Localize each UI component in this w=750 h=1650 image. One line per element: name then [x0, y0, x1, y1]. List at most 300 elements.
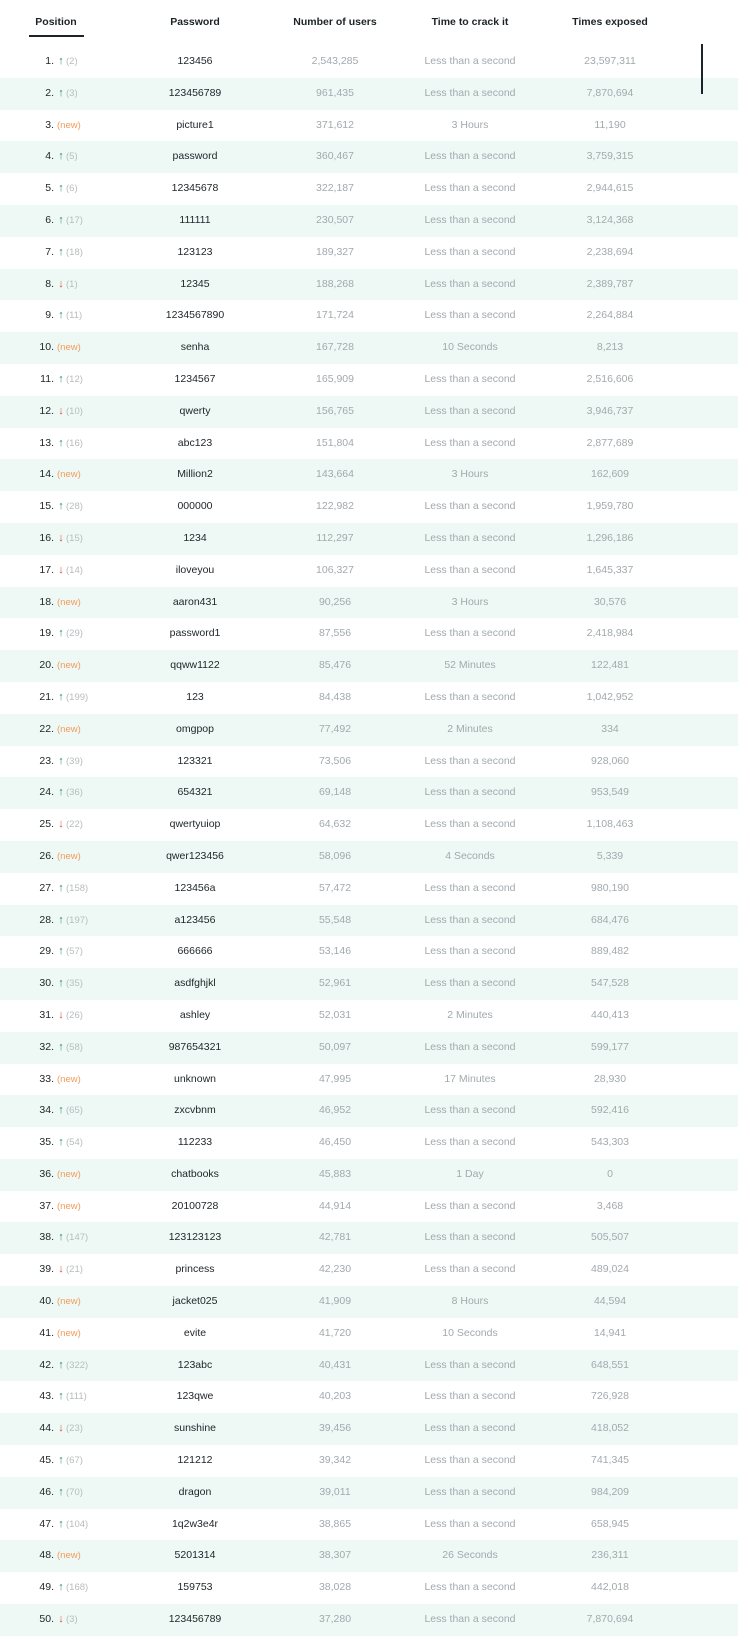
table-row: [0, 78, 738, 110]
time-to-crack-cell: Less than a second: [424, 945, 516, 958]
table-row: [0, 1540, 738, 1572]
arrow-up-icon: ↑: [58, 786, 64, 799]
position-cell: [30, 1000, 130, 1032]
table-row: [0, 841, 738, 873]
arrow-up-icon: ↑: [58, 1454, 64, 1467]
position-cell: [30, 1477, 130, 1509]
table-row: [0, 873, 738, 905]
column-header-time[interactable]: Time to crack it: [431, 16, 509, 28]
table-row: [0, 491, 738, 523]
previous-rank: (111): [66, 1391, 87, 1403]
position-cell: [30, 1572, 130, 1604]
position-cell: [30, 428, 130, 460]
rank-number: 30.: [39, 977, 54, 990]
previous-rank: (65): [66, 1105, 83, 1117]
previous-rank: (322): [66, 1359, 89, 1371]
users-cell: 77,492: [318, 722, 352, 735]
rank-number: 24.: [39, 786, 54, 799]
rank-number: 31.: [39, 1008, 54, 1021]
users-cell: 84,438: [318, 690, 352, 703]
users-cell: 50,097: [318, 1040, 352, 1053]
password-cell: 000000: [177, 500, 213, 513]
arrow-down-icon: ↓: [58, 818, 64, 831]
previous-rank: (35): [66, 978, 83, 990]
new-entry-tag: (new): [57, 469, 81, 481]
position-cell: [30, 936, 130, 968]
password-cell: 123qwe: [176, 1390, 214, 1403]
position-cell: [30, 1381, 130, 1413]
password-cell: 123456789: [168, 86, 222, 99]
times-exposed-cell: 741,345: [591, 1454, 629, 1467]
table-row: [0, 936, 738, 968]
times-exposed-cell: 726,928: [591, 1390, 629, 1403]
previous-rank: (54): [66, 1137, 83, 1149]
previous-rank: (16): [66, 437, 83, 449]
users-cell: 73,506: [318, 754, 352, 767]
position-cell: [30, 682, 130, 714]
arrow-up-icon: ↑: [58, 1485, 64, 1498]
position-cell: [30, 141, 130, 173]
table-row: [0, 587, 738, 619]
previous-rank: (5): [66, 151, 78, 163]
table-row: [0, 364, 738, 396]
password-cell: 654321: [177, 786, 213, 799]
password-cell: 123123123: [168, 1231, 222, 1244]
position-cell: [30, 777, 130, 809]
new-entry-tag: (new): [57, 342, 81, 354]
password-cell: 12345678: [171, 182, 219, 195]
previous-rank: (199): [66, 691, 89, 703]
times-exposed-cell: 543,303: [591, 1136, 629, 1149]
times-exposed-cell: 2,877,689: [586, 436, 634, 449]
rank-number: 34.: [39, 1104, 54, 1117]
arrow-up-icon: ↑: [58, 1581, 64, 1594]
previous-rank: (39): [66, 755, 83, 767]
table-row: [0, 1350, 738, 1382]
users-cell: 57,472: [318, 881, 352, 894]
time-to-crack-cell: 52 Minutes: [444, 659, 496, 672]
table-row: [0, 428, 738, 460]
password-cell: ashley: [179, 1008, 211, 1021]
rank-number: 2.: [45, 86, 54, 99]
times-exposed-cell: 684,476: [591, 913, 629, 926]
rank-number: 13.: [39, 436, 54, 449]
position-cell: [30, 1222, 130, 1254]
previous-rank: (147): [66, 1232, 89, 1244]
time-to-crack-cell: Less than a second: [424, 1358, 516, 1371]
time-to-crack-cell: 10 Seconds: [442, 1326, 498, 1339]
users-cell: 371,612: [316, 118, 354, 131]
position-cell: [30, 173, 130, 205]
users-cell: 46,450: [318, 1136, 352, 1149]
table-row: [0, 1572, 738, 1604]
arrow-up-icon: ↑: [58, 881, 64, 894]
password-cell: Million2: [177, 468, 213, 481]
position-cell: [30, 110, 130, 142]
table-row: [0, 1159, 738, 1191]
users-cell: 167,728: [316, 341, 354, 354]
arrow-down-icon: ↓: [58, 563, 64, 576]
position-cell: [30, 968, 130, 1000]
arrow-up-icon: ↑: [58, 1136, 64, 1149]
arrow-down-icon: ↓: [58, 531, 64, 544]
rank-number: 4.: [45, 150, 54, 163]
position-cell: [30, 1064, 130, 1096]
rank-number: 19.: [39, 627, 54, 640]
times-exposed-cell: 1,042,952: [586, 690, 634, 703]
rank-number: 14.: [39, 468, 54, 481]
new-entry-tag: (new): [57, 119, 81, 131]
times-exposed-cell: 14,941: [593, 1326, 627, 1339]
users-cell: 52,961: [318, 977, 352, 990]
rank-number: 8.: [45, 277, 54, 290]
table-row: [0, 1604, 738, 1636]
times-exposed-cell: 7,870,694: [586, 1613, 634, 1626]
position-cell: [30, 873, 130, 905]
times-exposed-cell: 547,528: [591, 977, 629, 990]
arrow-down-icon: ↓: [58, 1263, 64, 1276]
users-cell: 189,327: [316, 245, 354, 258]
table-header: [0, 0, 738, 46]
time-to-crack-cell: Less than a second: [424, 977, 516, 990]
password-cell: 1q2w3e4r: [171, 1517, 219, 1530]
position-cell: [30, 332, 130, 364]
arrow-up-icon: ↑: [58, 213, 64, 226]
arrow-up-icon: ↑: [58, 977, 64, 990]
users-cell: 53,146: [318, 945, 352, 958]
previous-rank: (3): [66, 1614, 78, 1626]
rank-number: 15.: [39, 500, 54, 513]
rank-number: 28.: [39, 913, 54, 926]
time-to-crack-cell: Less than a second: [424, 1485, 516, 1498]
table-row: [0, 682, 738, 714]
time-to-crack-cell: Less than a second: [424, 1040, 516, 1053]
times-exposed-cell: 648,551: [591, 1358, 629, 1371]
position-cell: [30, 1540, 130, 1572]
previous-rank: (1): [66, 278, 78, 290]
arrow-down-icon: ↓: [58, 1422, 64, 1435]
table-row: [0, 459, 738, 491]
rank-number: 37.: [39, 1199, 54, 1212]
table-row: [0, 269, 738, 301]
rank-number: 22.: [39, 722, 54, 735]
rank-number: 35.: [39, 1136, 54, 1149]
rank-number: 5.: [45, 182, 54, 195]
password-cell: picture1: [176, 118, 214, 131]
table-row: [0, 650, 738, 682]
column-header-position[interactable]: Position: [35, 16, 77, 28]
column-header-exposed[interactable]: Times exposed: [572, 16, 648, 28]
time-to-crack-cell: Less than a second: [424, 309, 516, 322]
table-row: [0, 905, 738, 937]
position-cell: [30, 1413, 130, 1445]
time-to-crack-cell: Less than a second: [424, 86, 516, 99]
password-cell: sunshine: [173, 1422, 217, 1435]
table-row: [0, 746, 738, 778]
users-cell: 360,467: [316, 150, 354, 163]
users-cell: 151,804: [316, 436, 354, 449]
table-row: [0, 46, 738, 78]
users-cell: 87,556: [318, 627, 352, 640]
time-to-crack-cell: Less than a second: [424, 786, 516, 799]
arrow-up-icon: ↑: [58, 1104, 64, 1117]
password-cell: 1234: [183, 531, 207, 544]
password-cell: password1: [169, 627, 221, 640]
times-exposed-cell: 23,597,311: [584, 55, 636, 67]
position-cell: [30, 714, 130, 746]
users-cell: 122,982: [316, 500, 354, 513]
password-cell: evite: [183, 1326, 207, 1339]
password-cell: 111111: [179, 213, 211, 226]
new-entry-tag: (new): [57, 1168, 81, 1180]
password-cell: password: [172, 150, 218, 163]
users-cell: 41,909: [318, 1295, 352, 1308]
previous-rank: (158): [66, 882, 89, 894]
previous-rank: (67): [66, 1455, 83, 1467]
times-exposed-cell: 2,389,787: [586, 277, 634, 290]
table-row: [0, 205, 738, 237]
time-to-crack-cell: Less than a second: [424, 754, 516, 767]
time-to-crack-cell: Less than a second: [424, 531, 516, 544]
column-header-users[interactable]: Number of users: [293, 16, 377, 28]
new-entry-tag: (new): [57, 1327, 81, 1339]
arrow-up-icon: ↑: [58, 1358, 64, 1371]
rank-number: 1.: [45, 55, 54, 67]
rank-number: 32.: [39, 1040, 54, 1053]
previous-rank: (10): [66, 405, 83, 417]
rank-number: 6.: [45, 213, 54, 226]
active-column-underline: [29, 35, 84, 37]
arrow-up-icon: ↑: [58, 754, 64, 767]
password-cell: zxcvbnm: [174, 1104, 216, 1117]
rank-number: 45.: [39, 1454, 54, 1467]
arrow-up-icon: ↑: [58, 627, 64, 640]
password-cell: 123456789: [168, 1613, 222, 1626]
time-to-crack-cell: 2 Minutes: [447, 722, 493, 735]
arrow-down-icon: ↓: [58, 277, 64, 290]
users-cell: 46,952: [318, 1104, 352, 1117]
arrow-up-icon: ↑: [58, 1390, 64, 1403]
time-to-crack-cell: Less than a second: [424, 1422, 516, 1435]
arrow-up-icon: ↑: [58, 500, 64, 513]
arrow-up-icon: ↑: [58, 245, 64, 258]
previous-rank: (26): [66, 1009, 83, 1021]
time-to-crack-cell: 2 Minutes: [447, 1008, 493, 1021]
position-cell: [30, 809, 130, 841]
times-exposed-cell: 5,339: [596, 849, 624, 862]
position-cell: [30, 46, 130, 78]
time-to-crack-cell: Less than a second: [424, 55, 516, 67]
times-exposed-cell: 30,576: [593, 595, 627, 608]
new-entry-tag: (new): [57, 660, 81, 672]
position-cell: [30, 1159, 130, 1191]
rank-number: 43.: [39, 1390, 54, 1403]
time-to-crack-cell: Less than a second: [424, 182, 516, 195]
table-body: [0, 46, 738, 1636]
previous-rank: (3): [66, 87, 78, 99]
times-exposed-cell: 2,238,694: [586, 245, 634, 258]
rank-number: 16.: [39, 531, 54, 544]
previous-rank: (22): [66, 819, 83, 831]
users-cell: 322,187: [316, 182, 354, 195]
previous-rank: (17): [66, 214, 83, 226]
users-cell: 39,456: [318, 1422, 352, 1435]
table-row: [0, 1127, 738, 1159]
password-cell: iloveyou: [175, 563, 215, 576]
time-to-crack-cell: Less than a second: [424, 818, 516, 831]
users-cell: 37,280: [318, 1613, 352, 1626]
users-cell: 38,307: [318, 1549, 352, 1562]
table-row: [0, 396, 738, 428]
rank-number: 7.: [45, 245, 54, 258]
rank-number: 47.: [39, 1517, 54, 1530]
password-cell: qwertyuiop: [169, 818, 221, 831]
time-to-crack-cell: Less than a second: [424, 213, 516, 226]
position-cell: [30, 1445, 130, 1477]
position-cell: [30, 1191, 130, 1223]
time-to-crack-cell: Less than a second: [424, 1454, 516, 1467]
users-cell: 42,781: [318, 1231, 352, 1244]
rank-number: 11.: [40, 372, 54, 385]
password-cell: 159753: [177, 1581, 213, 1594]
password-cell: aaron431: [172, 595, 218, 608]
times-exposed-cell: 953,549: [591, 786, 629, 799]
position-cell: [30, 1127, 130, 1159]
arrow-up-icon: ↑: [58, 913, 64, 926]
rank-number: 50.: [39, 1613, 54, 1626]
previous-rank: (21): [66, 1264, 83, 1276]
arrow-down-icon: ↓: [58, 404, 64, 417]
table-row: [0, 1032, 738, 1064]
users-cell: 85,476: [318, 659, 352, 672]
previous-rank: (11): [66, 310, 83, 322]
position-cell: [30, 905, 130, 937]
password-cell: abc123: [177, 436, 213, 449]
table-row: [0, 1000, 738, 1032]
rank-number: 10.: [39, 341, 54, 354]
column-header-password[interactable]: Password: [170, 16, 220, 28]
position-cell: [30, 269, 130, 301]
times-exposed-cell: 592,416: [591, 1104, 629, 1117]
password-cell: 123abc: [177, 1358, 213, 1371]
users-cell: 156,765: [316, 404, 354, 417]
new-entry-tag: (new): [57, 1073, 81, 1085]
rank-number: 46.: [39, 1485, 54, 1498]
users-cell: 39,342: [318, 1454, 352, 1467]
time-to-crack-cell: Less than a second: [424, 1104, 516, 1117]
rank-number: 36.: [39, 1167, 54, 1180]
rank-number: 18.: [39, 595, 54, 608]
password-cell: 1234567890: [165, 309, 225, 322]
time-to-crack-cell: Less than a second: [424, 881, 516, 894]
password-cell: 12345: [180, 277, 210, 290]
table-row: [0, 714, 738, 746]
time-to-crack-cell: Less than a second: [424, 277, 516, 290]
time-to-crack-cell: Less than a second: [424, 245, 516, 258]
position-cell: [30, 1286, 130, 1318]
times-exposed-cell: 2,264,884: [586, 309, 634, 322]
new-entry-tag: (new): [57, 596, 81, 608]
rank-number: 33.: [39, 1072, 54, 1085]
users-cell: 41,720: [318, 1326, 352, 1339]
position-cell: [30, 746, 130, 778]
times-exposed-cell: 489,024: [591, 1263, 629, 1276]
password-cell: 121212: [177, 1454, 213, 1467]
position-cell: [30, 1350, 130, 1382]
users-cell: 112,297: [316, 531, 354, 544]
table-row: [0, 300, 738, 332]
previous-rank: (168): [66, 1582, 89, 1594]
table-row: [0, 1191, 738, 1223]
time-to-crack-cell: Less than a second: [424, 1390, 516, 1403]
rank-number: 12.: [39, 404, 54, 417]
position-cell: [30, 78, 130, 110]
users-cell: 45,883: [318, 1167, 352, 1180]
password-cell: 1234567: [174, 372, 216, 385]
users-cell: 961,435: [316, 86, 354, 99]
table-row: [0, 141, 738, 173]
arrow-down-icon: ↓: [58, 1613, 64, 1626]
position-cell: [30, 1604, 130, 1636]
position-cell: [30, 396, 130, 428]
scrollbar-thumb[interactable]: [701, 44, 703, 94]
time-to-crack-cell: Less than a second: [424, 563, 516, 576]
previous-rank: (29): [66, 628, 83, 640]
arrow-up-icon: ↑: [58, 1040, 64, 1053]
password-cell: 123456: [177, 55, 213, 67]
position-cell: [30, 1095, 130, 1127]
new-entry-tag: (new): [57, 1550, 81, 1562]
password-cell: dragon: [178, 1485, 212, 1498]
password-cell: 123456a: [174, 881, 216, 894]
time-to-crack-cell: 4 Seconds: [445, 849, 495, 862]
password-cell: asdfghjkl: [174, 977, 216, 990]
users-cell: 171,724: [316, 309, 354, 322]
users-cell: 58,096: [318, 849, 352, 862]
times-exposed-cell: 28,930: [593, 1072, 627, 1085]
position-cell: [30, 1254, 130, 1286]
new-entry-tag: (new): [57, 1200, 81, 1212]
password-cell: 987654321: [168, 1040, 222, 1053]
rank-number: 23.: [39, 754, 54, 767]
password-cell: 5201314: [174, 1549, 216, 1562]
time-to-crack-cell: 3 Hours: [451, 595, 489, 608]
table-row: [0, 1413, 738, 1445]
times-exposed-cell: 8,213: [596, 341, 624, 354]
arrow-up-icon: ↑: [58, 150, 64, 163]
arrow-up-icon: ↑: [58, 690, 64, 703]
times-exposed-cell: 928,060: [591, 754, 629, 767]
password-cell: qwerty: [179, 404, 211, 417]
table-row: [0, 1095, 738, 1127]
rank-number: 42.: [39, 1358, 54, 1371]
time-to-crack-cell: Less than a second: [424, 1613, 516, 1626]
users-cell: 40,431: [318, 1358, 352, 1371]
times-exposed-cell: 984,209: [591, 1485, 629, 1498]
times-exposed-cell: 658,945: [591, 1517, 629, 1530]
arrow-down-icon: ↓: [58, 1008, 64, 1021]
time-to-crack-cell: Less than a second: [424, 1517, 516, 1530]
time-to-crack-cell: 8 Hours: [451, 1295, 489, 1308]
times-exposed-cell: 889,482: [591, 945, 629, 958]
position-cell: [30, 618, 130, 650]
rank-number: 38.: [39, 1231, 54, 1244]
arrow-up-icon: ↑: [58, 945, 64, 958]
password-cell: unknown: [173, 1072, 217, 1085]
rank-number: 25.: [39, 818, 54, 831]
times-exposed-cell: 3,946,737: [586, 404, 634, 417]
table-row: [0, 332, 738, 364]
